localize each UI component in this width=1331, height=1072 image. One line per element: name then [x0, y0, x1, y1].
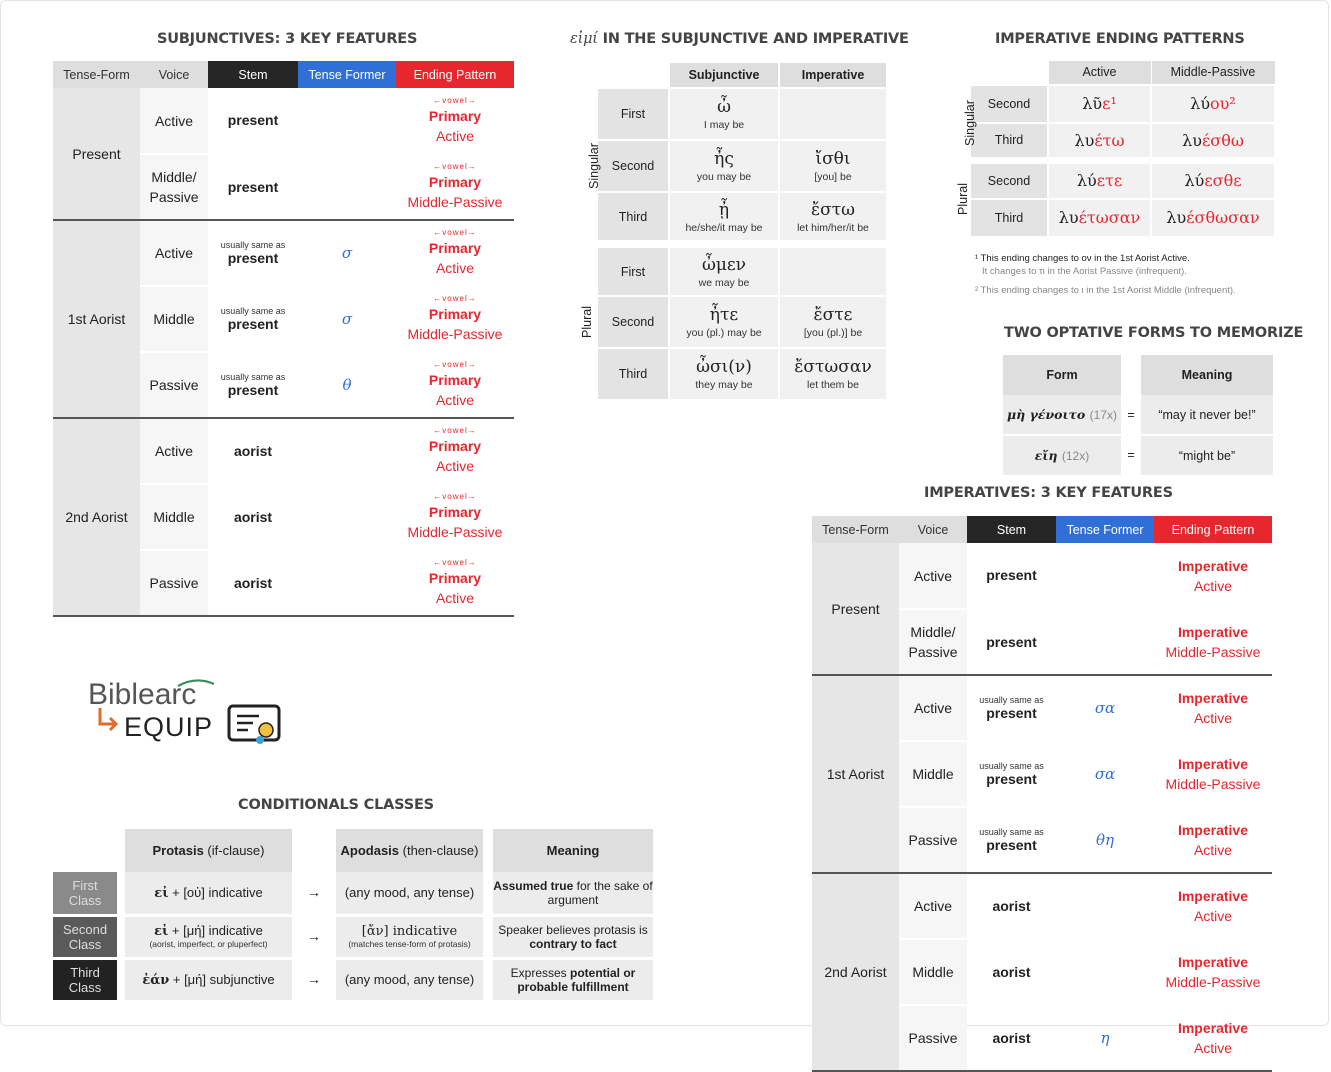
col-header: Voice — [140, 61, 208, 88]
vowel-marker: ←vowel→ — [433, 95, 477, 105]
greek-form: ἴσθι — [815, 149, 851, 169]
optative-table — [1003, 355, 1273, 475]
table-row — [571, 192, 887, 244]
eimi-table — [571, 61, 888, 401]
spacer — [117, 872, 125, 915]
greek-form: ἔστω — [811, 199, 855, 220]
ending-suffix: ου² — [1210, 94, 1236, 113]
stem-cell: present — [967, 609, 1056, 675]
subjunctives-title: SUBJUNCTIVES: 3 KEY FEATURES — [157, 31, 418, 47]
ending-voice: Active — [435, 127, 475, 144]
stem-cell: present — [208, 88, 298, 154]
table-row — [812, 675, 1272, 741]
tense-former-cell: η — [1056, 1005, 1154, 1071]
table-row — [53, 220, 514, 286]
ending-pattern-cell — [1154, 543, 1272, 609]
col-header: Stem — [967, 516, 1056, 543]
vowel-marker: ←vowel→ — [433, 294, 477, 303]
person-label: Third — [970, 199, 1048, 237]
tense-former-cell — [1056, 609, 1154, 675]
person-label: First — [597, 244, 669, 296]
spacer — [326, 958, 336, 1001]
voice-cell: Passive — [899, 1005, 967, 1071]
number-label — [946, 161, 970, 237]
translation: [you (pl.)] be — [803, 327, 863, 339]
optative-title: TWO OPTATIVE FORMS TO MEMORIZE — [1004, 325, 1304, 341]
apodosis-cell — [336, 915, 483, 958]
voice-cell: Passive — [140, 352, 208, 418]
stem-note: usually same as — [979, 695, 1044, 705]
number-label-text: Singular — [586, 143, 601, 189]
col-header: Imperative — [779, 62, 887, 88]
table-row — [53, 915, 653, 958]
tense-form-cell: 1st Aorist — [812, 675, 899, 873]
voice-cell: Passive — [899, 807, 967, 873]
col-header: Protasis (if-clause) — [125, 829, 292, 872]
protasis-note: (aorist, imperfect, or pluperfect) — [149, 939, 268, 949]
voice-cell: Middle — [899, 939, 967, 1005]
tense-form-cell: 2nd Aorist — [53, 418, 140, 616]
stem-note: usually same as — [220, 240, 286, 250]
ending-voice: Active — [1193, 908, 1233, 924]
subjunctive-cell — [669, 244, 779, 296]
vowel-marker: ←vowel→ — [433, 492, 477, 501]
ending-voice: Middle-Passive — [1165, 776, 1261, 792]
number-label-text: Plural — [579, 306, 594, 338]
optative-form: μὴ γένοιτο (17x) — [1003, 395, 1121, 435]
translation: you may be — [696, 171, 752, 183]
subjunctive-cell — [669, 140, 779, 192]
vowel-marker: ←vowel→ — [433, 360, 477, 369]
ending-voice: Active — [435, 458, 475, 474]
table-row — [571, 244, 887, 296]
tense-former-cell — [1056, 939, 1154, 1005]
class-label: Third Class — [53, 958, 117, 1001]
ending-pattern: Primary — [428, 306, 482, 322]
tense-former-cell: σα — [1056, 675, 1154, 741]
person-label: Third — [597, 348, 669, 400]
stem-cell: usually same as present — [967, 741, 1056, 807]
greek-form: ὦ — [717, 97, 731, 117]
ending-voice: Active — [1193, 1040, 1233, 1056]
greek-particle: εἰ — [154, 885, 169, 901]
person-label: First — [597, 88, 669, 140]
voice-cell: Active — [899, 873, 967, 939]
stem-cell: aorist — [208, 484, 298, 550]
ending-pattern-cell — [396, 220, 514, 286]
subjunctive-cell — [669, 192, 779, 244]
imperative-cell — [779, 192, 887, 244]
optative-meaning: “might be” — [1141, 435, 1273, 475]
meaning-emphasis: Assumed true — [493, 878, 574, 893]
tense-former-cell: σ — [298, 220, 396, 286]
stem-cell: aorist — [208, 550, 298, 616]
optative-meaning: “may it never be!” — [1141, 395, 1273, 435]
tense-form-cell: Present — [812, 543, 899, 675]
person-label: Second — [970, 161, 1048, 199]
class-label: Second Class — [53, 915, 117, 958]
tense-former-cell — [298, 154, 396, 220]
tense-former-cell — [298, 550, 396, 616]
ending-pattern-cell — [396, 484, 514, 550]
ending-pattern: Imperative — [1177, 1020, 1249, 1036]
tense-form-cell: 2nd Aorist — [812, 873, 899, 1071]
tense-former-cell: σ — [298, 286, 396, 352]
ending-pattern: Imperative — [1177, 624, 1249, 640]
vowel-marker: ←vowel→ — [433, 426, 477, 435]
voice-cell: Middle/ Passive — [899, 609, 967, 675]
imperative-cell — [779, 88, 887, 140]
col-header: Meaning — [493, 829, 653, 872]
table-row — [946, 85, 1275, 123]
ending-pattern-cell — [396, 352, 514, 418]
ending-suffix: ετε — [1096, 171, 1123, 191]
eimi-title-greek: εἰμί — [570, 31, 598, 47]
optative-form: εἴη (12x) — [1003, 435, 1121, 475]
ending-pattern: Primary — [428, 174, 482, 190]
ending-pattern: Primary — [428, 372, 482, 388]
meaning-cell: Speaker believes protasis is contrary to fact — [493, 915, 653, 958]
ending-pattern: Imperative — [1177, 557, 1249, 574]
person-label: Second — [597, 140, 669, 192]
table-row — [1003, 395, 1273, 435]
ending-pattern-cell — [396, 550, 514, 616]
ending-suffix: έσθω — [1201, 130, 1244, 150]
number-label — [571, 244, 597, 400]
table-row — [571, 140, 887, 192]
ending-pattern-cell — [1154, 873, 1272, 939]
ending-pattern-cell — [1154, 807, 1272, 873]
ending-suffix: ε¹ — [1102, 94, 1117, 113]
stem-cell: usually same as present — [967, 807, 1056, 873]
tense-former-cell — [1056, 543, 1154, 609]
tense-form-cell: 1st Aorist — [53, 220, 140, 418]
translation: let him/her/it be — [797, 221, 869, 234]
table-row — [946, 161, 1275, 199]
table-row — [1003, 435, 1273, 475]
tense-former-cell — [298, 484, 396, 550]
col-header: Apodasis (then-clause) — [336, 829, 483, 872]
ending-pattern-cell — [1154, 675, 1272, 741]
col-header: Active — [1048, 61, 1151, 85]
middle-passive-ending: λύεσθε — [1151, 161, 1275, 199]
stem-note: usually same as — [220, 372, 286, 382]
greek-form: ὦσι(ν) — [696, 357, 752, 377]
equals-sign: = — [1127, 408, 1135, 422]
number-label-text: Plural — [955, 182, 970, 215]
tense-former-cell: θη — [1056, 807, 1154, 873]
voice-cell: Middle/ Passive — [140, 154, 208, 220]
person-label: Second — [970, 85, 1048, 123]
voice-cell: Middle — [140, 484, 208, 550]
translation: I may be — [703, 119, 745, 131]
greek-form: ἦς — [714, 149, 734, 169]
tense-former-cell: σα — [1056, 741, 1154, 807]
voice-cell: Active — [140, 418, 208, 484]
table-row — [53, 88, 514, 154]
meaning-emphasis: potential or probable fulfillment — [517, 965, 636, 994]
spacer — [117, 915, 125, 958]
ending-pattern: Primary — [428, 504, 482, 520]
ending-pattern: Primary — [428, 438, 482, 454]
class-label: First Class — [53, 872, 117, 915]
ending-suffix: έσθωσαν — [1186, 208, 1260, 227]
active-ending: λυέτωσαν — [1048, 199, 1151, 237]
ending-voice: Active — [435, 392, 475, 408]
tense-former-cell — [298, 418, 396, 484]
stem-cell: present — [967, 543, 1056, 609]
imperative-cell — [779, 140, 887, 192]
ending-pattern: Imperative — [1177, 888, 1249, 904]
vowel-marker: ←vowel→ — [433, 228, 477, 237]
stem-cell: aorist — [967, 873, 1056, 939]
footnote-1: ¹ This ending changes to ον in the 1st Aorist Active. — [975, 253, 1190, 264]
imperative-endings-table — [945, 60, 1276, 238]
greek-form: ἔστωσαν — [794, 357, 872, 377]
imperative-endings-title: IMPERATIVE ENDING PATTERNS — [995, 31, 1245, 47]
active-ending: λύετε — [1048, 161, 1151, 199]
stem-cell: usually same as present — [208, 220, 298, 286]
voice-cell: Middle — [899, 741, 967, 807]
arrow-icon: → — [302, 915, 326, 958]
voice-cell: Active — [140, 220, 208, 286]
meaning-cell: Expresses potential or probable fulfillment — [493, 958, 653, 1001]
footnote-2: ² This ending changes to ι in the 1st Aorist Middle (infrequent). — [975, 285, 1236, 296]
middle-passive-ending: λυέσθωσαν — [1151, 199, 1275, 237]
spacer — [483, 872, 493, 915]
person-label: Second — [597, 296, 669, 348]
stem-cell: aorist — [967, 1005, 1056, 1071]
greek-particle: ἐάν — [142, 972, 170, 988]
subjunctive-cell — [669, 88, 779, 140]
ending-pattern-cell — [1154, 939, 1272, 1005]
stem-cell: usually same as present — [208, 286, 298, 352]
table-row — [571, 88, 887, 140]
table-row — [812, 873, 1272, 939]
ending-pattern: Primary — [428, 570, 482, 586]
greek-form: ὦμεν — [701, 254, 747, 275]
greek-form: ᾖ — [718, 199, 730, 220]
spacer — [483, 915, 493, 958]
imperative-cell — [779, 348, 887, 400]
meaning-cell: Assumed true for the sake of argument — [493, 872, 653, 915]
active-ending: λυέτω — [1048, 123, 1151, 161]
table-row — [946, 199, 1275, 237]
spacer — [483, 958, 493, 1001]
tense-form-cell: Present — [53, 88, 140, 220]
ending-voice: Middle-Passive — [407, 326, 503, 342]
tense-former-cell: θ — [298, 352, 396, 418]
spacer — [292, 958, 302, 1001]
apodosis-cell: (any mood, any tense) — [336, 958, 483, 1001]
apodosis-note: (matches tense-form of protasis) — [348, 939, 471, 949]
subjunctive-cell — [669, 348, 779, 400]
active-ending: λῦε¹ — [1048, 85, 1151, 123]
spacer — [292, 872, 302, 915]
translation: we may be — [698, 276, 750, 289]
col-header: Middle-Passive — [1151, 61, 1275, 85]
ending-voice: Middle-Passive — [407, 194, 503, 210]
protasis-cell: εἰ + [οὐ] indicative — [125, 872, 292, 915]
ending-pattern-cell — [396, 286, 514, 352]
ending-pattern: Primary — [428, 240, 482, 256]
ending-suffix: έτω — [1094, 130, 1125, 150]
stem-note: usually same as — [979, 761, 1044, 771]
voice-cell: Middle — [140, 286, 208, 352]
ending-voice: Active — [435, 260, 475, 276]
col-header: Ending Pattern — [1154, 516, 1272, 543]
col-header: Form — [1003, 355, 1121, 395]
ending-pattern-cell — [396, 88, 514, 154]
equals-sign: = — [1127, 448, 1135, 462]
voice-cell: Active — [140, 88, 208, 154]
stem-cell: aorist — [208, 418, 298, 484]
table-row — [53, 872, 653, 915]
apodosis-cell: (any mood, any tense) — [336, 872, 483, 915]
spacer — [117, 958, 125, 1001]
tense-former-cell — [298, 88, 396, 154]
ending-pattern-cell — [396, 154, 514, 220]
col-header: Tense Former — [298, 61, 396, 88]
spacer — [326, 872, 336, 915]
conditionals-title: CONDITIONALS CLASSES — [238, 797, 434, 813]
greek-form: ἦτε — [709, 305, 739, 325]
ending-pattern: Imperative — [1177, 954, 1249, 970]
protasis-cell: ἐάν + [μή] subjunctive — [125, 958, 292, 1001]
tense-former-cell — [1056, 873, 1154, 939]
arrow-icon: → — [302, 872, 326, 915]
imperatives-title: IMPERATIVES: 3 KEY FEATURES — [924, 485, 1173, 501]
translation: [you] be — [814, 171, 852, 183]
table-row — [571, 296, 887, 348]
ending-suffix: έτωσαν — [1078, 208, 1141, 227]
ending-pattern-cell — [1154, 741, 1272, 807]
ending-voice: Middle-Passive — [407, 524, 503, 540]
middle-passive-ending: λύου² — [1151, 85, 1275, 123]
voice-cell: Passive — [140, 550, 208, 616]
ending-pattern-cell — [396, 418, 514, 484]
ending-pattern-cell — [1154, 1005, 1272, 1071]
stem-cell: aorist — [967, 939, 1056, 1005]
translation: let them be — [807, 379, 859, 391]
ending-voice: Middle-Passive — [1165, 644, 1261, 660]
conditionals-table — [53, 829, 653, 1003]
stem-note: usually same as — [220, 306, 286, 316]
table-row — [812, 543, 1272, 609]
ending-suffix: εσθε — [1204, 171, 1242, 191]
col-header: Stem — [208, 61, 298, 88]
col-header: Tense-Form — [812, 516, 899, 543]
table-row — [946, 123, 1275, 161]
translation: they may be — [695, 379, 753, 391]
stem-cell: present — [208, 154, 298, 220]
logo-equip: EQUIP — [124, 712, 214, 742]
logo-biblearc: Biblearc — [88, 678, 197, 711]
footnote-1b: It changes to τι in the Aorist Passive (infrequent). — [982, 266, 1187, 277]
stem-cell: usually same as present — [208, 352, 298, 418]
ending-pattern: Imperative — [1177, 822, 1249, 838]
col-header: Tense Former — [1056, 516, 1154, 543]
imperative-cell — [779, 244, 887, 296]
vowel-marker: ←vowel→ — [433, 558, 477, 567]
col-header: Tense-Form — [53, 61, 140, 88]
col-header: Meaning — [1141, 355, 1273, 395]
apodosis-text: [ἄν] indicative — [361, 924, 458, 939]
middle-passive-ending: λυέσθω — [1151, 123, 1275, 161]
translation: he/she/it may be — [685, 221, 763, 234]
ending-pattern: Primary — [428, 107, 482, 124]
protasis-cell: εἰ + [μή] indicative (aorist, imperfect, or pluperfect) — [125, 915, 292, 958]
ending-voice: Active — [1193, 710, 1233, 726]
col-header: Voice — [899, 516, 967, 543]
meaning-emphasis: contrary to fact — [529, 936, 617, 951]
voice-cell: Active — [899, 543, 967, 609]
ending-pattern: Imperative — [1177, 756, 1249, 772]
imperatives-table — [812, 516, 1272, 1072]
spacer — [326, 915, 336, 958]
spacer — [292, 915, 302, 958]
stem-note: usually same as — [979, 827, 1044, 837]
ending-voice: Active — [1193, 842, 1233, 858]
translation: you (pl.) may be — [686, 327, 762, 339]
number-label — [571, 88, 601, 244]
table-row — [571, 348, 887, 400]
number-label-text: Singular — [962, 99, 977, 146]
col-header: Ending Pattern — [396, 61, 514, 88]
eimi-title — [570, 31, 909, 47]
vowel-marker: ←vowel→ — [433, 162, 477, 171]
subjunctives-table — [53, 61, 514, 617]
ending-pattern: Imperative — [1177, 690, 1249, 706]
voice-cell: Active — [899, 675, 967, 741]
person-label: Third — [970, 123, 1048, 161]
ending-voice: Active — [435, 590, 475, 606]
greek-particle: εἰ — [154, 924, 169, 939]
table-row — [53, 418, 514, 484]
eimi-title-text: IN THE SUBJUNCTIVE AND IMPERATIVE — [597, 31, 909, 47]
number-label — [946, 85, 977, 161]
ending-voice: Active — [1193, 577, 1233, 594]
biblearc-equip-logo — [88, 672, 288, 752]
subjunctive-cell — [669, 296, 779, 348]
col-header: Subjunctive — [669, 62, 779, 88]
ending-voice: Middle-Passive — [1165, 974, 1261, 990]
imperative-cell — [779, 296, 887, 348]
ending-pattern-cell — [1154, 609, 1272, 675]
arrow-icon: → — [302, 958, 326, 1001]
greek-form: ἔστε — [813, 305, 853, 325]
stem-cell: usually same as present — [967, 675, 1056, 741]
table-row — [53, 958, 653, 1001]
person-label: Third — [597, 192, 669, 244]
